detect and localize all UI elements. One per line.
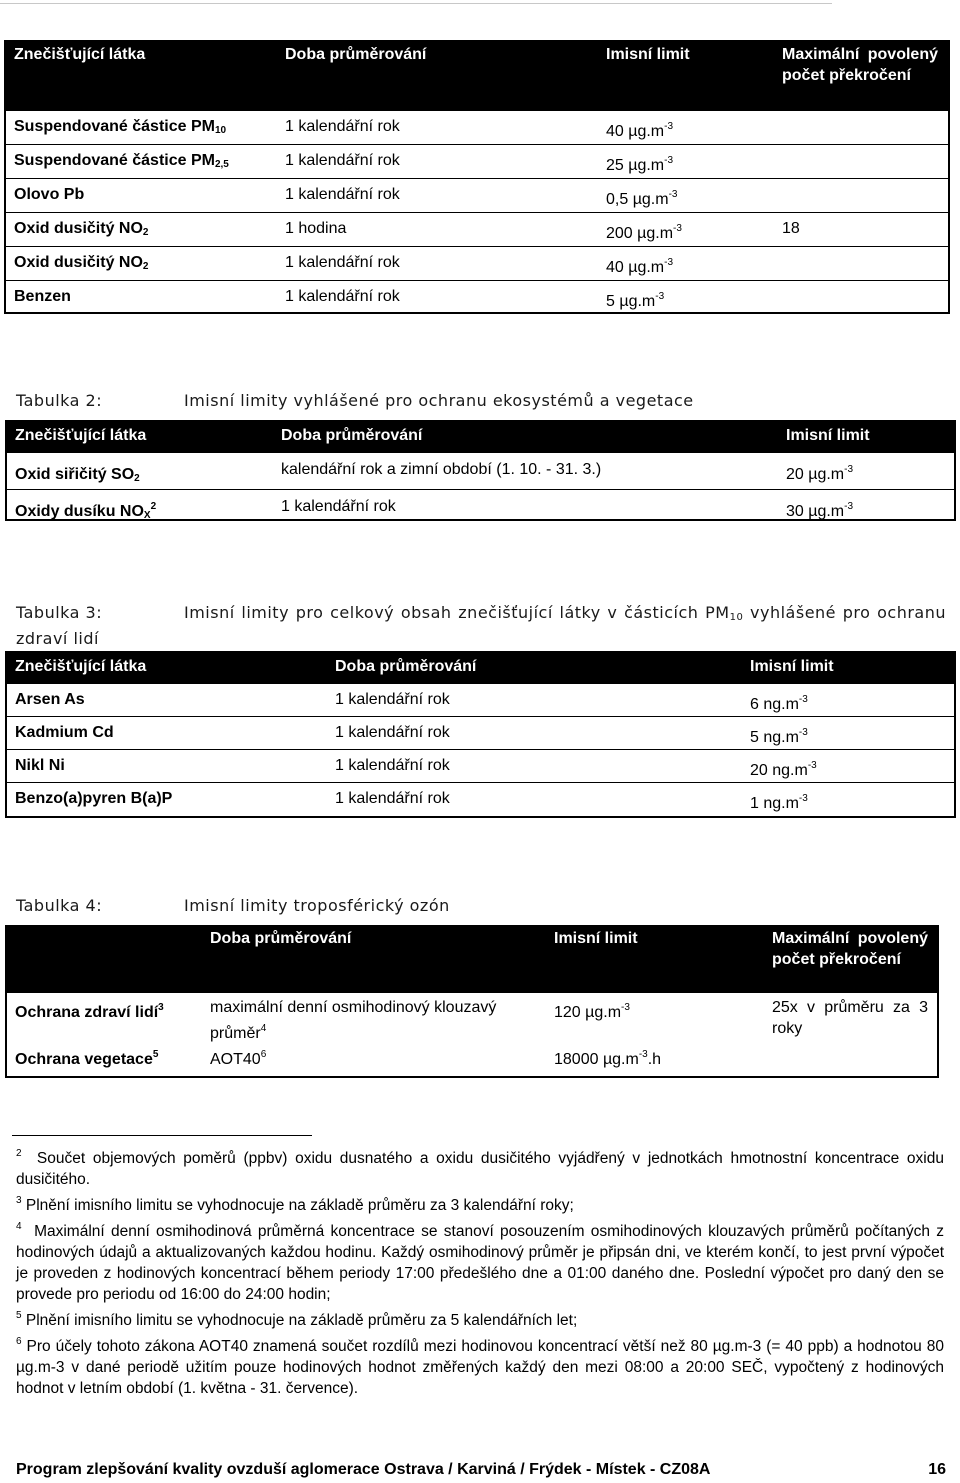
table-row — [5, 489, 956, 526]
cell-doba: 1 kalendářní rok — [275, 280, 596, 315]
cell-limit: 25 $\mu g.m^{-3}$ — [596, 144, 772, 178]
table-row — [5, 749, 956, 782]
footnotes — [16, 1143, 944, 1399]
cell-limit: 40 $\mu g.m^{-3}$ — [596, 110, 772, 144]
table-2 — [5, 420, 956, 526]
table-row — [5, 1044, 938, 1079]
caption-label: Tabulka 3: — [16, 603, 103, 622]
table-1 — [4, 40, 948, 315]
cell-max — [772, 144, 948, 178]
cell-latka: Suspendované částice $PM_{10}$ — [4, 110, 275, 144]
caption-text-b: vyhlášené pro ochranu zdraví lidí — [16, 603, 947, 648]
header-latka: Znečišťující látka — [4, 40, 275, 110]
cell-latka: Kadmium Cd — [5, 716, 325, 749]
cell-doba: 1 kalendářní rok — [275, 178, 596, 212]
cell-latka: Oxidy dusíku $NO_X^2$ — [5, 489, 271, 526]
table-3-header — [5, 651, 956, 683]
header-ucel — [5, 925, 200, 993]
cell-doba: 1 kalendářní rok — [275, 110, 596, 144]
cell-doba: 1 kalendářní rok — [325, 716, 740, 749]
cell-limit: 200 $\mu g.m^{-3}$ — [596, 212, 772, 246]
table-row — [4, 246, 948, 280]
header-doba: Doba průměrování — [271, 420, 776, 452]
header-limit: Imisní limit — [596, 40, 772, 110]
cell-doba: 1 kalendářní rok — [325, 749, 740, 782]
table-row — [4, 212, 948, 246]
cell-doba: 1 hodina — [275, 212, 596, 246]
table-row — [4, 110, 948, 144]
cell-max — [762, 1044, 938, 1079]
table-4 — [5, 925, 938, 1079]
cell-latka: Arsen As — [5, 683, 325, 716]
footnote-5: $^5$ Plnění imisního limitu se vyhodnocuje na základě průměru za 5 kalendářních let; — [16, 1310, 578, 1329]
header-doba: Doba průměrování — [325, 651, 740, 683]
cell-ucel: Ochrana vegetace$^5$ — [15, 1049, 159, 1068]
table-2-caption — [16, 391, 694, 410]
header-max: Maximální povolený počet překročení — [762, 925, 938, 993]
cell-limit: 5 $ng.m^{-3}$ — [740, 716, 956, 749]
cell-limit: 20 $\mu g.m^{-3}$ — [776, 452, 956, 489]
table-row — [5, 993, 938, 1044]
header-limit: Imisní limit — [776, 420, 956, 452]
cell-limit: 120 $\mu g.m^{-3}$ — [554, 1002, 630, 1021]
caption-label: Tabulka 4: — [16, 896, 103, 915]
table-2-header — [5, 420, 956, 452]
caption-text: Imisní limity vyhlášené pro ochranu ekosystémů a vegetace — [184, 391, 694, 410]
caption-text: Imisní limity troposférický ozón — [184, 896, 450, 915]
cell-doba: kalendářní rok a zimní období (1. 10. - 31. 3.) — [271, 452, 776, 489]
footnote-2: $^2$ Součet objemových poměrů (ppbv) oxidu dusnatého a oxidu dusičitého vyjádřený v jednotkách hmotnostní koncentrace oxidu dusičitého. — [16, 1148, 944, 1188]
cell-limit: 40 $\mu g.m^{-3}$ — [596, 246, 772, 280]
cell-latka: Olovo Pb — [4, 178, 275, 212]
cell-max — [772, 178, 948, 212]
table-row — [5, 716, 956, 749]
cell-limit: 20 $ng.m^{-3}$ — [740, 749, 956, 782]
cell-doba: 1 kalendářní rok — [325, 683, 740, 716]
table-row — [5, 683, 956, 716]
cell-max — [772, 246, 948, 280]
header-limit: Imisní limit — [544, 925, 762, 993]
header-doba: Doba průměrování — [200, 925, 544, 993]
cell-ucel: Ochrana zdraví lidí$^3$ — [15, 1002, 164, 1021]
cell-limit: 6 $ng.m^{-3}$ — [740, 683, 956, 716]
cell-doba: 1 kalendářní rok — [325, 782, 740, 816]
cell-latka: Oxid dusičitý $NO_2$ — [4, 212, 275, 246]
cell-limit: 1 $ng.m^{-3}$ — [740, 782, 956, 816]
cell-limit: 18000 $\mu g.m^{-3}.h$ — [554, 1049, 662, 1068]
cell-latka: Oxid dusičitý $NO_2$ — [4, 246, 275, 280]
cell-max — [772, 110, 948, 144]
header-limit: Imisní limit — [740, 651, 956, 683]
cell-limit: 0,5 $\mu g.m^{-3}$ — [596, 178, 772, 212]
table-4-caption — [16, 896, 450, 915]
caption-label: Tabulka 2: — [16, 391, 103, 410]
cell-doba: 1 kalendářní rok — [271, 489, 776, 526]
cell-latka: Nikl Ni — [5, 749, 325, 782]
caption-text: Imisní limity pro celkový obsah znečišťující látky v částicích PM — [184, 603, 730, 622]
cell-doba: 1 kalendářní rok — [275, 144, 596, 178]
table-1-header — [4, 40, 948, 110]
cell-max: 18 — [772, 212, 948, 246]
table-3-caption — [16, 602, 946, 649]
footnote-6: $^6$ Pro účely tohoto zákona AOT40 znamená součet rozdílů mezi hodinovou koncentrací větší než 80 µg.m-3 (= 40 ppb) a hodnotou 80 µg.m-3 v dané periodě užitím pouze hodinových hodnot změřených každý den mezi 08:00 a 20:00 SEČ, vypočtený z hodinových hodnot v letním období (1. května - 31. července). — [16, 1336, 944, 1397]
table-row — [5, 782, 956, 816]
cell-latka: Oxid siřičitý $SO_2$ — [5, 452, 271, 489]
header-latka: Znečišťující látka — [5, 420, 271, 452]
footer-title: Program zlepšování kvality ovzduší aglomerace Ostrava / Karviná / Frýdek - Místek - CZ08A — [16, 1461, 711, 1478]
header-doba: Doba průměrování — [275, 40, 596, 110]
cell-limit: 30 $\mu g.m^{-3}$ — [776, 489, 956, 526]
table-row — [4, 144, 948, 178]
cell-doba: $AOT40^6$ — [210, 1049, 267, 1068]
header-max: Maximální povolený počet překročení — [772, 40, 948, 110]
table-row — [4, 178, 948, 212]
cell-latka: Benzen — [4, 280, 275, 315]
table-3 — [5, 651, 956, 816]
footnote-3: $^3$ Plnění imisního limitu se vyhodnocuje na základě průměru za 3 kalendářní roky; — [16, 1195, 574, 1214]
cell-max — [772, 280, 948, 315]
table-row — [5, 452, 956, 489]
footnote-separator — [12, 1135, 312, 1136]
top-rule — [0, 3, 832, 4]
table-4-header — [5, 925, 938, 993]
page-footer — [16, 1461, 946, 1479]
footnote-4: $^4$ Maximální denní osmihodinová průměrná koncentrace se stanoví posouzením osmihodinových klouzavých průměrů počítaných z hodinových údajů a aktualizovaných každou hodinu. Každý osmihodinový průměr je připsán dni, ve kterém končí, to jest první výpočet je proveden z hodinových koncentrací během periody 17:00 předešlého dne a 01:00 daného dne. Poslední výpočet pro daný den se provede pro periodu od 16:00 do 24:00 hodin; — [16, 1221, 944, 1303]
caption-sub: 10 — [729, 612, 744, 623]
table-row — [4, 280, 948, 315]
header-latka: Znečišťující látka — [5, 651, 325, 683]
cell-limit: 5 $\mu g.m^{-3}$ — [596, 280, 772, 315]
cell-doba: 1 kalendářní rok — [275, 246, 596, 280]
cell-latka: Suspendované částice $PM_{2,5}$ — [4, 144, 275, 178]
page-number: 16 — [928, 1461, 946, 1478]
cell-max: 25x v průměru za 3 roky — [772, 999, 928, 1037]
cell-latka: Benzo(a)pyren B(a)P — [5, 782, 325, 816]
cell-doba: maximální denní osmihodinový klouzavý průměr$^4$ — [210, 999, 497, 1042]
